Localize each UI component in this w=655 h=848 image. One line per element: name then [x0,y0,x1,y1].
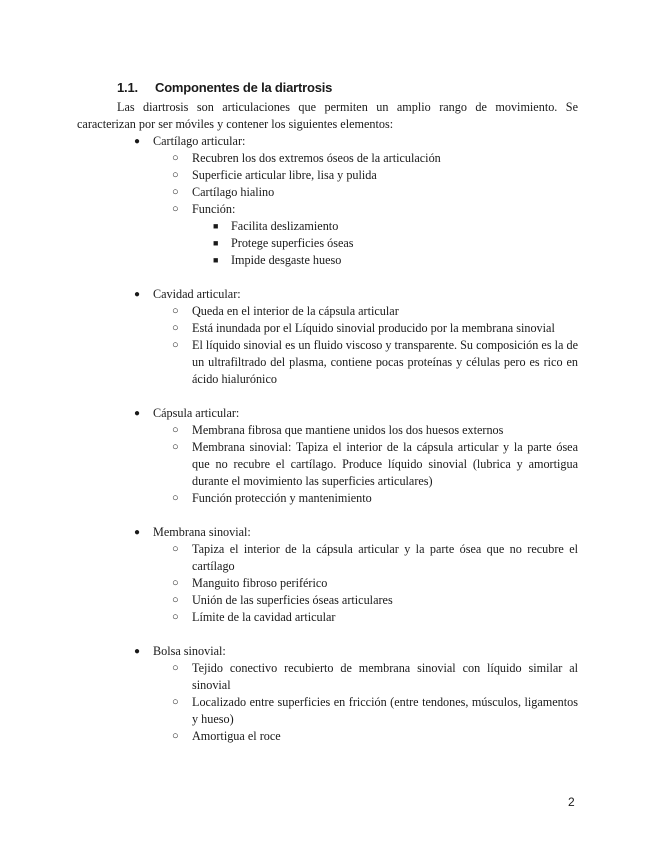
sublist-item-text: Localizado entre superficies en fricción (entre tendones, músculos, ligamentos y hueso) [192,695,578,726]
sublist-item-text: Recubren los dos extremos óseos de la articulación [192,151,441,165]
sublist-item-text: El líquido sinovial es un fluido viscoso y transparente. Su composición es la de un ultrafiltrado del plasma, contiene pocas proteínas y células pero es rico en ácido hialurónico [192,338,578,386]
bullet-icon: ● [134,408,141,419]
sublist-item-text: Unión de las superficies óseas articulares [192,593,393,607]
circle-bullet-icon: ○ [172,305,179,317]
section-heading [117,79,332,97]
circle-bullet-icon: ○ [172,696,179,708]
sublist-item [0,728,578,745]
circle-bullet-icon: ○ [172,662,179,674]
section-title: Componentes de la diartrosis [155,80,333,95]
nested-list-item [0,218,578,235]
section-number: 1.1. [117,80,138,95]
sublist-item [0,694,578,728]
sublist-item [0,592,578,609]
circle-bullet-icon: ○ [172,322,179,334]
sublist-item-text: Superficie articular libre, lisa y pulida [192,168,377,182]
sublist [0,150,655,269]
sublist-item-text: Función protección y mantenimiento [192,491,372,505]
bullet-icon: ● [134,289,141,300]
sublist-item [0,609,578,626]
nested-list-item-text: Facilita deslizamiento [231,219,339,233]
circle-bullet-icon: ○ [172,152,179,164]
square-bullet-icon: ■ [213,255,219,265]
sublist-item-text: Tejido conectivo recubierto de membrana sinovial con líquido similar al sinovial [192,661,578,692]
square-bullet-icon: ■ [213,221,219,231]
square-bullet-icon: ■ [213,238,219,248]
intro-paragraph: Las diartrosis son articulaciones que permiten un amplio rango de movimiento. Se caracterizan por ser móviles y contener los siguientes elementos: [77,100,578,131]
nested-sublist [0,218,655,269]
circle-bullet-icon: ○ [172,594,179,606]
sublist-item-text: Membrana fibrosa que mantiene unidos los dos huesos externos [192,423,504,437]
list-item-label: Cavidad articular: [153,287,241,301]
list-item [0,133,655,269]
sublist-item [0,184,578,201]
circle-bullet-icon: ○ [172,424,179,436]
sublist-item [0,575,578,592]
sublist-item-text: Queda en el interior de la cápsula articular [192,304,399,318]
nested-list-item [0,235,578,252]
sublist [0,422,655,507]
circle-bullet-icon: ○ [172,203,179,215]
sublist-item [0,541,578,575]
sublist-item [0,490,578,507]
page-number: 2 [568,795,575,809]
nested-list-item-text: Protege superficies óseas [231,236,354,250]
circle-bullet-icon: ○ [172,339,179,351]
sublist-item-text: Tapiza el interior de la cápsula articular y la parte ósea que no recubre el cartílago [192,542,578,573]
sublist-item [0,337,578,388]
list-item-label: Cápsula articular: [153,406,240,420]
nested-list-item-text: Impide desgaste hueso [231,253,342,267]
sublist-item [0,201,578,218]
sublist-item-text: Manguito fibroso periférico [192,576,328,590]
sublist-item-text: Función: [192,202,236,216]
bullet-icon: ● [134,136,141,147]
circle-bullet-icon: ○ [172,169,179,181]
sublist-item [0,167,578,184]
circle-bullet-icon: ○ [172,730,179,742]
circle-bullet-icon: ○ [172,611,179,623]
list-item [0,286,655,388]
sublist [0,541,655,626]
list-item-label: Membrana sinovial: [153,525,251,539]
circle-bullet-icon: ○ [172,492,179,504]
sublist-item-text: Amortigua el roce [192,729,281,743]
circle-bullet-icon: ○ [172,441,179,453]
sublist-item-text: Límite de la cavidad articular [192,610,336,624]
sublist-item [0,320,578,337]
bullet-icon: ● [134,646,141,657]
sublist-item [0,660,578,694]
sublist-item-text: Está inundada por el Líquido sinovial producido por la membrana sinovial [192,321,555,335]
sublist-item [0,439,578,490]
sublist-item-text: Membrana sinovial: Tapiza el interior de la cápsula articular y la parte ósea que no recubre el cartílago. Produce líquido sinovial (lubrica y amortigua durante el movimiento las superficies articulares) [192,440,578,488]
sublist-item [0,303,578,320]
list-item-label: Bolsa sinovial: [153,644,226,658]
nested-list-item [0,252,578,269]
sublist-item [0,422,578,439]
sublist-item-text: Cartílago hialino [192,185,275,199]
bullet-icon: ● [134,527,141,538]
sublist-item [0,150,578,167]
sublist [0,660,655,745]
list-item [0,643,655,745]
components-list [0,133,655,762]
list-item [0,405,655,507]
circle-bullet-icon: ○ [172,186,179,198]
circle-bullet-icon: ○ [172,577,179,589]
list-item-label: Cartílago articular: [153,134,246,148]
list-item [0,524,655,626]
circle-bullet-icon: ○ [172,543,179,555]
sublist [0,303,655,388]
